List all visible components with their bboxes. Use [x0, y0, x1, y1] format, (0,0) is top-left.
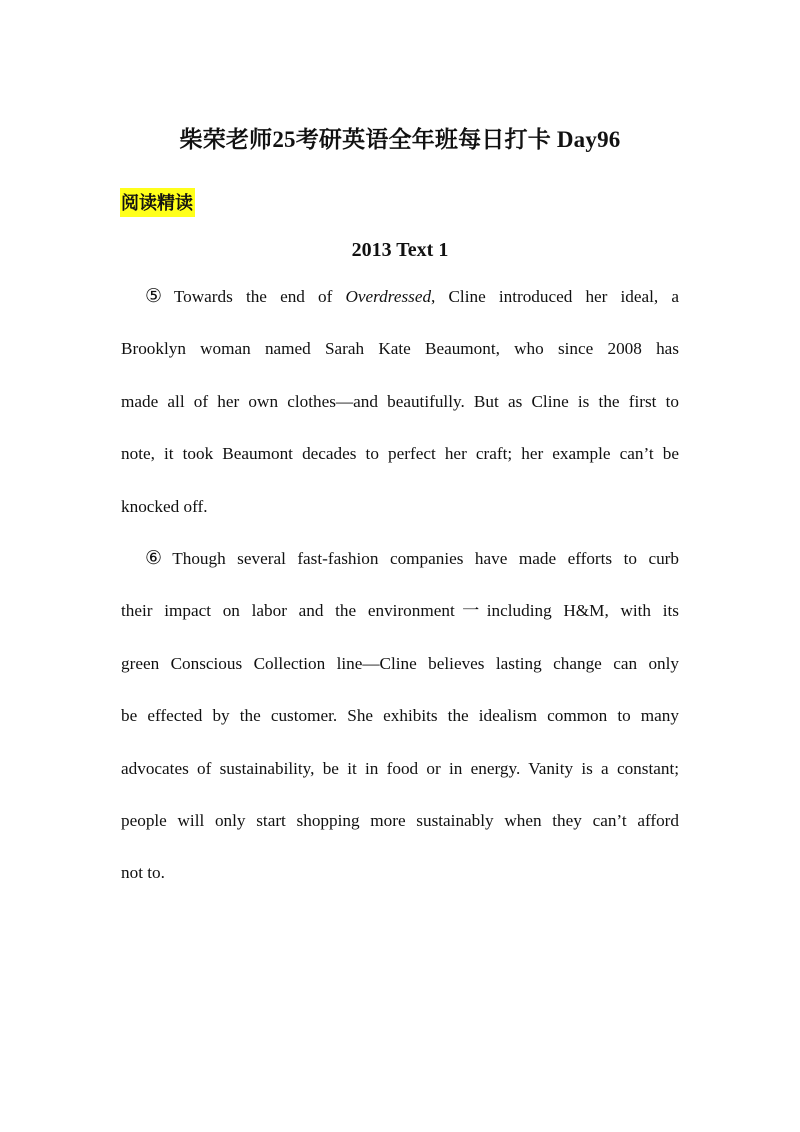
- paragraph-6: [121, 533, 679, 900]
- book-title-italic: Overdressed: [345, 287, 432, 306]
- document-title: 柴荣老师25考研英语全年班每日打卡 Day96: [179, 127, 621, 152]
- paragraph-line: [121, 533, 679, 585]
- paragraph-number-marker: ⑤: [145, 286, 171, 307]
- paragraph-line: green Conscious Collection line—Cline believes lasting change can only: [121, 653, 679, 673]
- paragraph-line-text: Though several fast-fashion companies have made efforts to curb: [172, 549, 679, 568]
- paragraph-line: people will only start shopping more sustainably when they can’t afford: [121, 811, 679, 831]
- paragraph-line: note, it took Beaumont decades to perfect her craft; her example can’t be: [121, 444, 679, 464]
- text-heading: 2013 Text 1: [351, 239, 449, 261]
- paragraph-line: advocates of sustainability, be it in food or in energy. Vanity is a constant;: [121, 758, 679, 778]
- section-tag-highlight: 阅读精读: [120, 188, 195, 217]
- paragraph-line: knocked off.: [121, 496, 208, 516]
- paragraph-line-text: , Cline introduced her ideal, a: [431, 287, 679, 306]
- paragraph-number-marker: ⑥: [145, 548, 170, 569]
- paragraph-line: made all of her own clothes—and beautifully. But as Cline is the first to: [121, 391, 679, 411]
- paragraph-line: [121, 271, 679, 323]
- paragraph-line: Brooklyn woman named Sarah Kate Beaumont, who since 2008 has: [121, 339, 679, 359]
- paragraph-line: be effected by the customer. She exhibits the idealism common to many: [121, 706, 679, 726]
- paragraph-line: not to.: [121, 863, 165, 883]
- paragraph-line: their impact on labor and the environment一including H&M, with its: [121, 601, 679, 621]
- paragraph-line-text: Towards the end of: [173, 287, 346, 306]
- paragraph-5: [121, 271, 679, 533]
